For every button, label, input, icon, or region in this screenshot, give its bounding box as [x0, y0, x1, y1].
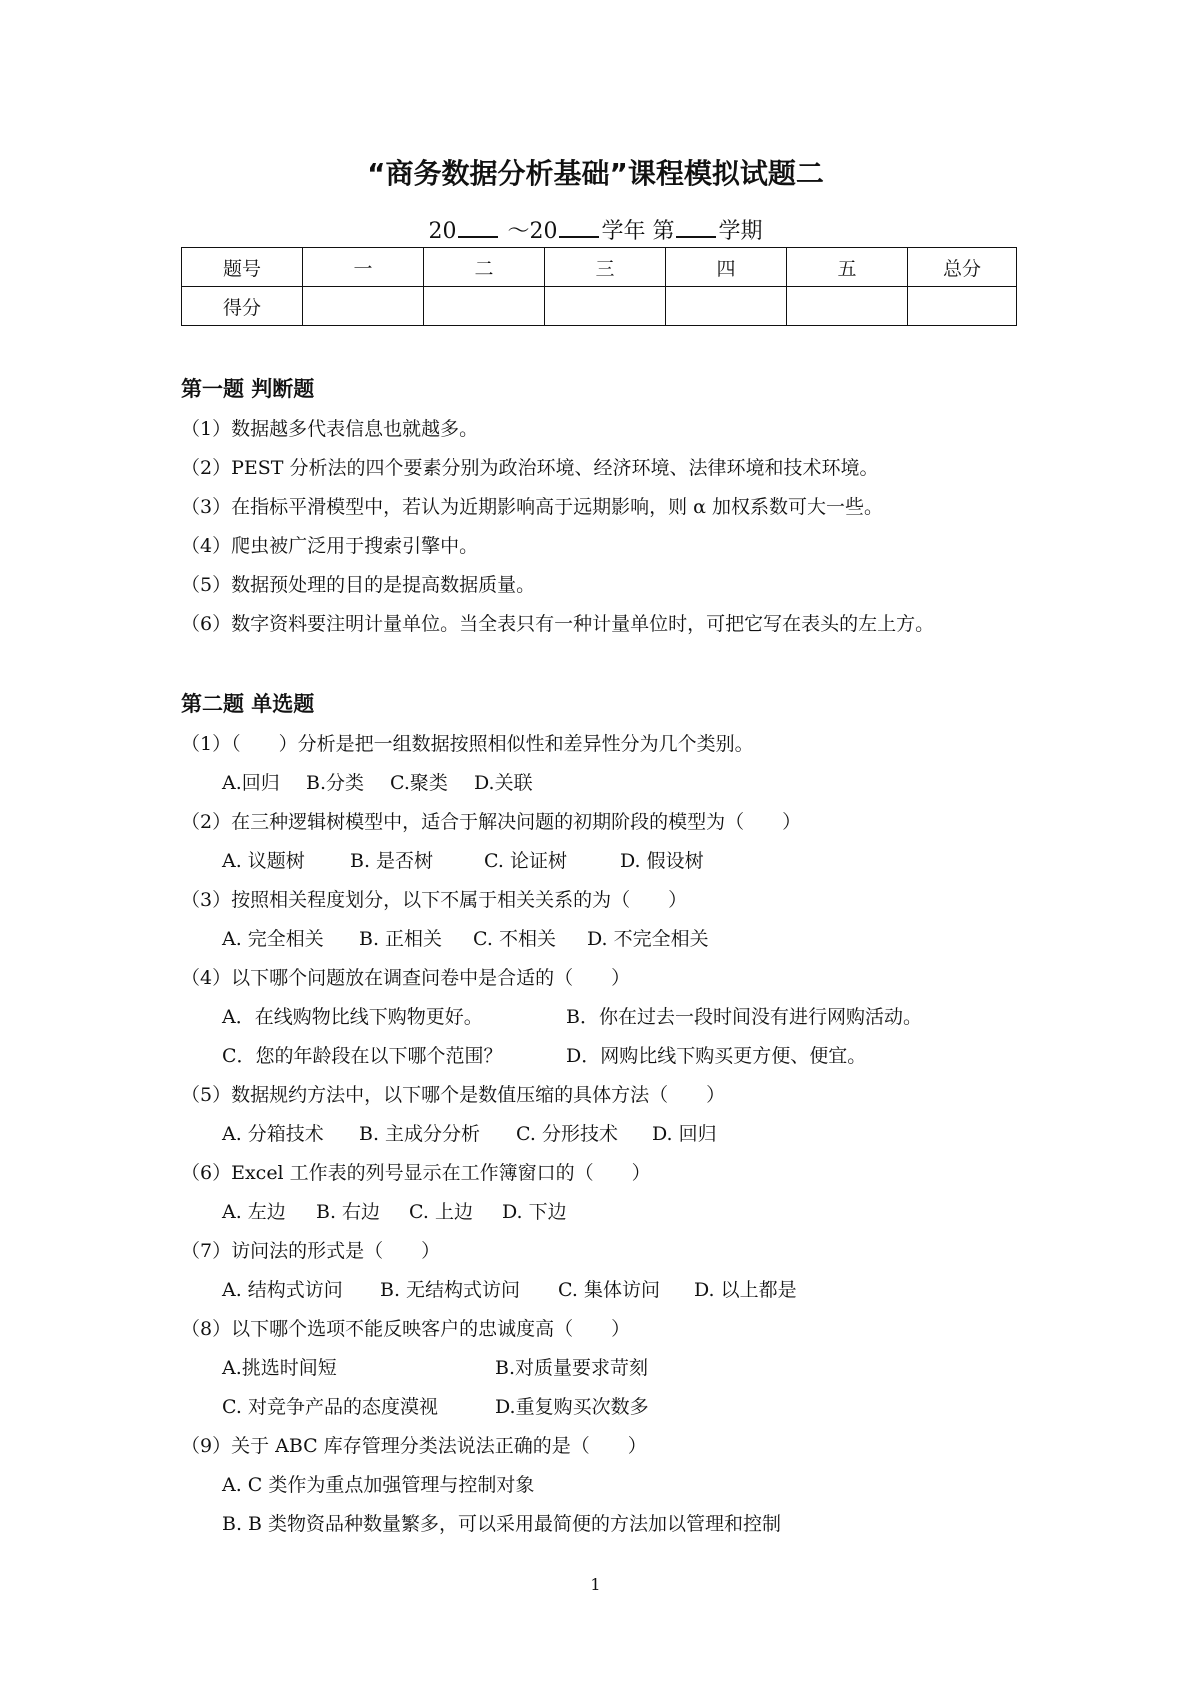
year-suffix: 学年 第	[601, 219, 675, 244]
mc3-option-b: B. 正相关	[359, 928, 443, 950]
mc4-option-b: B．你在过去一段时间没有进行网购活动。	[566, 1006, 922, 1028]
mc-question-8: （8）以下哪个选项不能反映客户的忠诚度高（ ）	[181, 1318, 631, 1340]
mc-question-5: （5）数据规约方法中，以下哪个是数值压缩的具体方法（ ）	[181, 1084, 726, 1106]
tf-question-2: （2）PEST 分析法的四个要素分别为政治环境、经济环境、法律环境和技术环境。	[181, 457, 879, 479]
mc5-option-b: B. 主成分分析	[359, 1123, 481, 1145]
mc-question-6: （6）Excel 工作表的列号显示在工作簿窗口的（ ）	[181, 1162, 651, 1184]
tf-question-5: （5）数据预处理的目的是提高数据质量。	[181, 574, 536, 596]
tf-question-4: （4）爬虫被广泛用于搜索引擎中。	[181, 535, 479, 557]
score-cell-total[interactable]	[908, 287, 1017, 326]
year-blank-1	[458, 218, 498, 238]
mc7-option-c: C. 集体访问	[558, 1279, 660, 1301]
tf-question-6: （6）数字资料要注明计量单位。当全表只有一种计量单位时，可把它写在表头的左上方。	[181, 613, 935, 635]
mc8-option-d: D.重复购买次数多	[495, 1396, 649, 1418]
mc5-option-a: A. 分箱技术	[222, 1123, 324, 1145]
mc-question-1: （1）（ ）分析是把一组数据按照相似性和差异性分为几个类别。	[181, 733, 754, 755]
header-cell-3: 三	[545, 248, 666, 287]
mc-question-7: （7）访问法的形式是（ ）	[181, 1240, 441, 1262]
mc8-option-a: A.挑选时间短	[222, 1357, 337, 1379]
mc4-option-c: C．您的年龄段在以下哪个范围？	[222, 1045, 503, 1067]
year-mid: ～20	[507, 219, 558, 244]
mc7-option-d: D. 以上都是	[694, 1279, 797, 1301]
mc-question-4: （4）以下哪个问题放在调查问卷中是合适的（ ）	[181, 967, 631, 989]
page-title: “商务数据分析基础”课程模拟试题二	[367, 157, 824, 190]
mc1-option-d: D.关联	[474, 772, 533, 794]
score-cell-1[interactable]	[303, 287, 424, 326]
mc1-option-b: B.分类	[306, 772, 365, 794]
mc-question-9: （9）关于 ABC 库存管理分类法说法正确的是（ ）	[181, 1435, 647, 1457]
mc3-option-d: D. 不完全相关	[587, 928, 709, 950]
header-cell-total: 总分	[908, 248, 1017, 287]
mc2-option-a: A. 议题树	[222, 850, 305, 872]
year-prefix: 20	[428, 219, 457, 244]
mc4-option-a: A．在线购物比线下购物更好。	[222, 1006, 483, 1028]
row-label-score: 得分	[182, 287, 303, 326]
section2-heading: 第二题 单选题	[181, 692, 315, 716]
mc3-option-c: C. 不相关	[473, 928, 556, 950]
mc6-option-d: D. 下边	[502, 1201, 567, 1223]
header-cell-question-number: 题号	[182, 248, 303, 287]
mc5-option-c: C. 分形技术	[516, 1123, 618, 1145]
mc6-option-c: C. 上边	[409, 1201, 473, 1223]
mc1-option-a: A.回归	[222, 772, 280, 794]
header-cell-2: 二	[424, 248, 545, 287]
mc4-option-d: D．网购比线下购买更方便、便宜。	[566, 1045, 867, 1067]
mc-question-2: （2）在三种逻辑树模型中，适合于解决问题的初期阶段的模型为（ ）	[181, 811, 802, 833]
header-cell-1: 一	[303, 248, 424, 287]
mc6-option-a: A. 左边	[222, 1201, 286, 1223]
score-cell-3[interactable]	[545, 287, 666, 326]
mc6-option-b: B. 右边	[316, 1201, 381, 1223]
header-cell-4: 四	[666, 248, 787, 287]
section1-heading: 第一题 判断题	[181, 377, 315, 401]
mc3-option-a: A. 完全相关	[222, 928, 324, 950]
header-cell-5: 五	[787, 248, 908, 287]
mc1-option-c: C.聚类	[390, 772, 448, 794]
mc7-option-a: A. 结构式访问	[222, 1279, 343, 1301]
mc-question-3: （3）按照相关程度划分，以下不属于相关关系的为（ ）	[181, 889, 688, 911]
score-cell-4[interactable]	[666, 287, 787, 326]
tf-question-1: （1）数据越多代表信息也就越多。	[181, 418, 479, 440]
mc2-option-c: C. 论证树	[484, 850, 567, 872]
score-table-header-row	[182, 248, 1017, 287]
mc5-option-d: D. 回归	[652, 1123, 717, 1145]
mc2-option-b: B. 是否树	[350, 850, 434, 872]
term-blank	[676, 218, 716, 238]
year-blank-2	[559, 218, 599, 238]
academic-year-line	[0, 214, 1191, 245]
tf-question-3: （3）在指标平滑模型中，若认为近期影响高于远期影响，则 α 加权系数可大一些。	[181, 496, 884, 518]
mc9-option-a: A. C 类作为重点加强管理与控制对象	[222, 1474, 535, 1496]
page-number: 1	[590, 1575, 601, 1594]
score-cell-2[interactable]	[424, 287, 545, 326]
mc2-option-d: D. 假设树	[620, 850, 704, 872]
score-table-score-row	[182, 287, 1017, 326]
score-cell-5[interactable]	[787, 287, 908, 326]
mc8-option-c: C. 对竞争产品的态度漠视	[222, 1396, 438, 1418]
score-table	[181, 247, 1017, 326]
term-suffix: 学期	[718, 219, 763, 244]
mc8-option-b: B.对质量要求苛刻	[495, 1357, 649, 1379]
mc7-option-b: B. 无结构式访问	[380, 1279, 521, 1301]
mc9-option-b: B. B 类物资品种数量繁多，可以采用最简便的方法加以管理和控制	[222, 1513, 782, 1535]
